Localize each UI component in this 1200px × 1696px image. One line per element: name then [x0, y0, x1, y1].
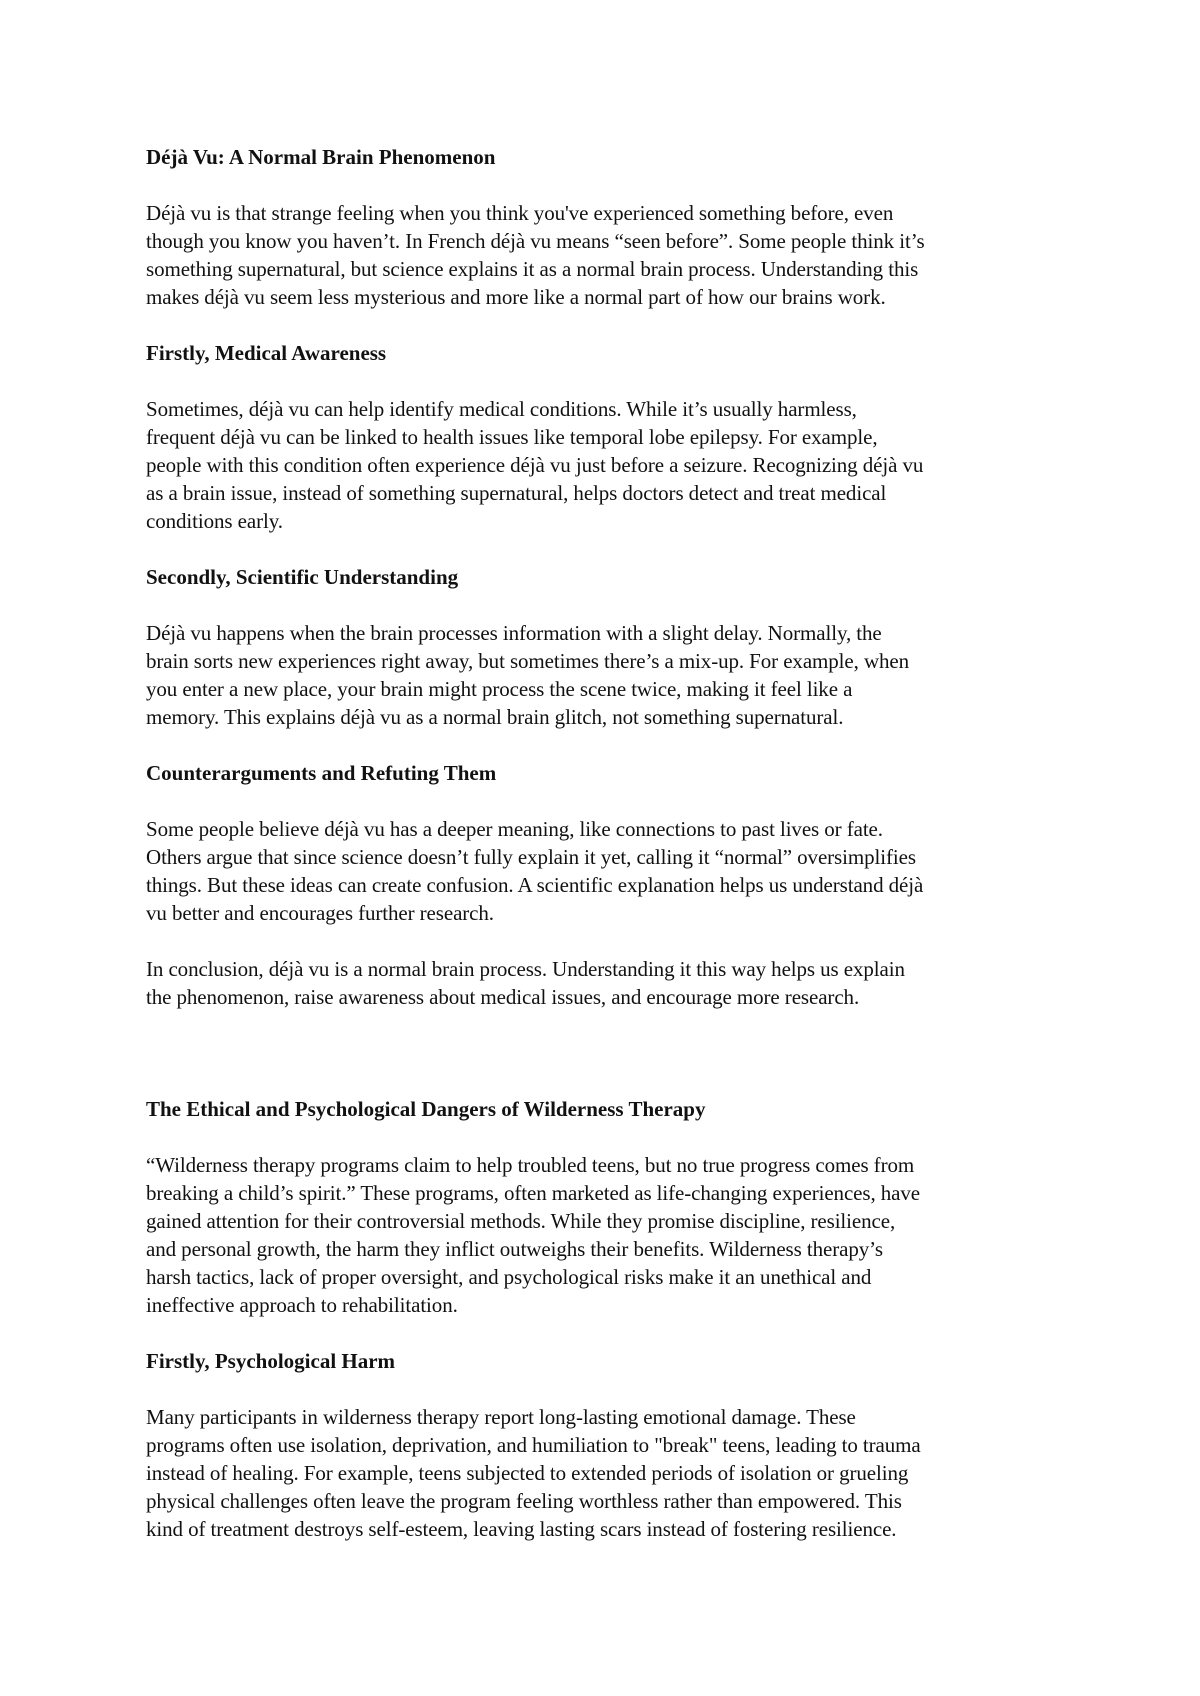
- essay2-intro-line: breaking a child’s spirit.” These programs, often marketed as life-changing experiences, have: [146, 1181, 921, 1205]
- essay1-section1-line: conditions early.: [146, 509, 283, 533]
- essay2-section1-line: Many participants in wilderness therapy report long-lasting emotional damage. These: [146, 1405, 856, 1429]
- essay1-section1-heading: Firstly, Medical Awareness: [146, 341, 387, 365]
- essay1-section2-line: memory. This explains déjà vu as a normal brain glitch, not something supernatural.: [146, 705, 844, 729]
- essay1-section2-line: you enter a new place, your brain might process the scene twice, making it feel like a: [146, 677, 853, 701]
- essay1-intro-line: Déjà vu is that strange feeling when you think you've experienced something before, even: [146, 201, 894, 225]
- essay2-intro-line: harsh tactics, lack of proper oversight, and psychological risks make it an unethical and: [146, 1265, 872, 1289]
- essay1-conclusion-line: the phenomenon, raise awareness about medical issues, and encourage more research.: [146, 985, 860, 1009]
- essay2-intro-line: and personal growth, the harm they inflict outweighs their benefits. Wilderness therapy’s: [146, 1237, 883, 1261]
- essay1-section2-heading: Secondly, Scientific Understanding: [146, 565, 459, 589]
- essay1-section2-line: brain sorts new experiences right away, but sometimes there’s a mix-up. For example, when: [146, 649, 910, 673]
- essay1-conclusion-paragraph: [146, 955, 1070, 1011]
- essay1-section3-line: things. But these ideas can create confusion. A scientific explanation helps us understand déjà: [146, 873, 924, 897]
- essay1-section3-line: Others argue that since science doesn’t fully explain it yet, calling it “normal” oversimplifies: [146, 845, 916, 869]
- essay1-intro-line: though you know you haven’t. In French déjà vu means “seen before”. Some people think it’s: [146, 229, 925, 253]
- essay1-title: Déjà Vu: A Normal Brain Phenomenon: [146, 145, 496, 169]
- essay2-section1-heading: Firstly, Psychological Harm: [146, 1349, 396, 1373]
- essay1-conclusion-line: In conclusion, déjà vu is a normal brain process. Understanding it this way helps us explain: [146, 957, 905, 981]
- essay1-intro-paragraph: [146, 199, 1070, 311]
- essay1-section3-paragraph: [146, 815, 1070, 927]
- essay1-section1-paragraph: [146, 395, 1070, 535]
- essay1-section1-line: people with this condition often experience déjà vu just before a seizure. Recognizing déjà vu: [146, 453, 924, 477]
- essay1-section3-heading: Counterarguments and Refuting Them: [146, 761, 497, 785]
- essay1-section2-paragraph: [146, 619, 1070, 731]
- essay1-intro-line: makes déjà vu seem less mysterious and more like a normal part of how our brains work.: [146, 285, 886, 309]
- essay2-section1-line: instead of healing. For example, teens subjected to extended periods of isolation or grueling: [146, 1461, 909, 1485]
- essay1-section1-line: as a brain issue, instead of something supernatural, helps doctors detect and treat medical: [146, 481, 887, 505]
- essay1-section3-line: vu better and encourages further research.: [146, 901, 494, 925]
- essay2-section1-line: programs often use isolation, deprivation, and humiliation to "break" teens, leading to trauma: [146, 1433, 921, 1457]
- essay1-intro-line: something supernatural, but science explains it as a normal brain process. Understanding this: [146, 257, 919, 281]
- essay2-title: The Ethical and Psychological Dangers of Wilderness Therapy: [146, 1097, 706, 1121]
- essay1-section1-line: frequent déjà vu can be linked to health issues like temporal lobe epilepsy. For example,: [146, 425, 878, 449]
- essay-separator-space: [146, 1039, 1070, 1095]
- essay2-section1-line: kind of treatment destroys self-esteem, leaving lasting scars instead of fostering resilience.: [146, 1517, 897, 1541]
- essay2-section1-line: physical challenges often leave the program feeling worthless rather than empowered. This: [146, 1489, 902, 1513]
- essay2-intro-line: ineffective approach to rehabilitation.: [146, 1293, 458, 1317]
- essay2-intro-paragraph: [146, 1151, 1070, 1319]
- essay1-section2-line: Déjà vu happens when the brain processes information with a slight delay. Normally, the: [146, 621, 882, 645]
- essay1-section3-line: Some people believe déjà vu has a deeper meaning, like connections to past lives or fate.: [146, 817, 883, 841]
- essay2-section1-paragraph: [146, 1403, 1070, 1543]
- essay2-intro-line: gained attention for their controversial methods. While they promise discipline, resilience,: [146, 1209, 896, 1233]
- essay1-section1-line: Sometimes, déjà vu can help identify medical conditions. While it’s usually harmless,: [146, 397, 857, 421]
- essay2-intro-line: “Wilderness therapy programs claim to help troubled teens, but no true progress comes from: [146, 1153, 915, 1177]
